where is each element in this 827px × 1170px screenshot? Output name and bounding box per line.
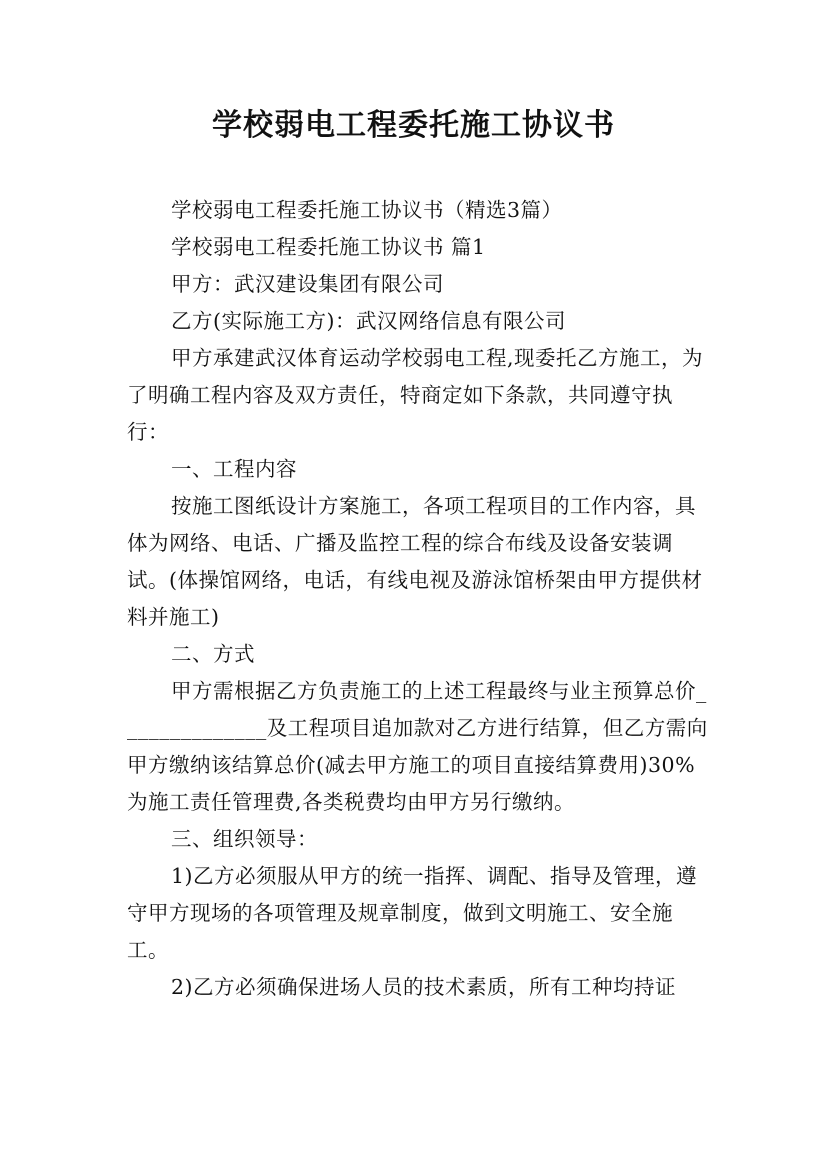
document-body	[127, 192, 713, 1006]
section-heading-3: 三、组织领导：	[171, 827, 318, 851]
paragraph-party-b: 乙方(实际施工方)：武汉网络信息有限公司	[171, 309, 566, 333]
section-heading-2: 二、方式	[171, 642, 255, 666]
paragraph-clause-2: 2)乙方必须确保进场人员的技术素质，所有工种均持证	[171, 975, 677, 999]
paragraph-settlement: 甲方需根据乙方负责施工的上述工程最终与业主预算总价______________及工程项目追加款对乙方进行结算，但乙方需向甲方缴纳该结算总价(减去甲方施工的项目直接结算费用)30%为施工责任管理费,各类税费均由甲方另行缴纳。	[127, 679, 708, 814]
document-title: 学校弱电工程委托施工协议书	[212, 108, 615, 143]
paragraph-preamble: 甲方承建武汉体育运动学校弱电工程,现委托乙方施工，为了明确工程内容及双方责任，特商定如下条款，共同遵守执行：	[127, 346, 704, 444]
paragraph-part-heading: 学校弱电工程委托施工协议书 篇1	[171, 235, 486, 259]
paragraph-clause-1: 1)乙方必须服从甲方的统一指挥、调配、指导及管理，遵守甲方现场的各项管理及规章制度，做到文明施工、安全施工。	[127, 864, 698, 962]
paragraph-subtitle: 学校弱电工程委托施工协议书（精选3篇）	[171, 198, 563, 222]
section-heading-1: 一、工程内容	[171, 457, 297, 481]
paragraph-party-a: 甲方：武汉建设集团有限公司	[171, 272, 444, 296]
paragraph-scope: 按施工图纸设计方案施工，各项工程项目的工作内容，具体为网络、电话、广播及监控工程的综合布线及设备安装调试。(体操馆网络，电话，有线电视及游泳馆桥架由甲方提供材料并施工)	[127, 494, 703, 629]
